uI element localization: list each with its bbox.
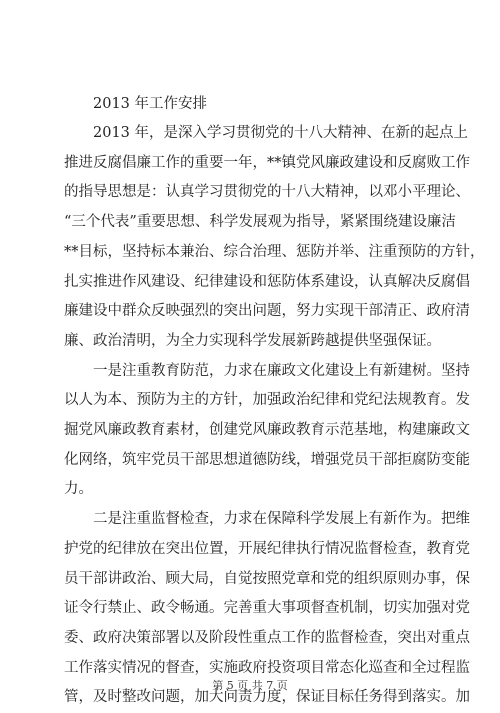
document-body — [64, 90, 485, 713]
paragraph-line: 以人为本、预防为主的方针，加强政治纪律和党纪法规教育。发 — [64, 392, 470, 409]
paragraph-line: 推进反腐倡廉工作的重要一年，**镇党风廉政建设和反腐败工作 — [64, 154, 470, 171]
paragraph-line: 二是注重监督检查，力求在保障科学发展上有新作为。把维 — [93, 511, 470, 528]
page-number-footer: 第 5 页 共 7 页 — [212, 679, 288, 692]
paragraph-line: 廉、政治清明，为全力实现科学发展新跨越提供坚强保证。 — [64, 332, 441, 349]
paragraph-line: 2013 年，是深入学习贯彻党的十八大精神、在新的起点上 — [93, 125, 469, 141]
paragraph-line: 证令行禁止、政令畅通。完善重大事项督查机制，切实加强对党 — [64, 600, 470, 617]
paragraph-line: 工作落实情况的督查，实施政府投资项目常态化巡查和全过程监 — [64, 659, 470, 676]
paragraph-line: 一是注重教育防范，力求在廉政文化建设上有新建树。坚持 — [93, 362, 470, 379]
paragraph-line: 管，及时整改问题，加大问责力度，保证目标任务得到落实。加 — [64, 689, 470, 706]
document-title: 2013 年工作安排 — [93, 96, 208, 112]
paragraph-line: 的指导思想是：认真学习贯彻党的十八大精神，以邓小平理论、 — [64, 184, 470, 201]
paragraph-line: 扎实推进作风建设、纪律建设和惩防体系建设，认真解决反腐倡 — [64, 273, 470, 290]
paragraph-line: 力。 — [64, 481, 93, 498]
paragraph-line: 员干部讲政治、顾大局，自觉按照党章和党的组织原则办事，保 — [64, 570, 470, 587]
paragraph-line: **目标，坚持标本兼治、综合治理、惩防并举、注重预防的方针， — [64, 243, 485, 260]
paragraph-intro — [64, 119, 485, 357]
paragraph-line: 化网络，筑牢党员干部思想道德防线，增强党员干部拒腐防变能 — [64, 451, 470, 468]
paragraph-line: 委、政府决策部署以及阶段性重点工作的监督检查，突出对重点 — [64, 629, 470, 646]
paragraph-line: 廉建设中群众反映强烈的突出问题，努力实现干部清正、政府清 — [64, 303, 470, 320]
paragraph-line: 护党的纪律放在突出位置，开展纪律执行情况监督检查，教育党 — [64, 540, 470, 557]
paragraph-education — [64, 357, 470, 506]
paragraph-line: “三个代表”重要思想、科学发展观为指导，紧紧围绕建设廉洁 — [64, 214, 456, 231]
paragraph-line: 掘党风廉政教育素材，创建党风廉政教育示范基地，构建廉政文 — [64, 422, 470, 439]
